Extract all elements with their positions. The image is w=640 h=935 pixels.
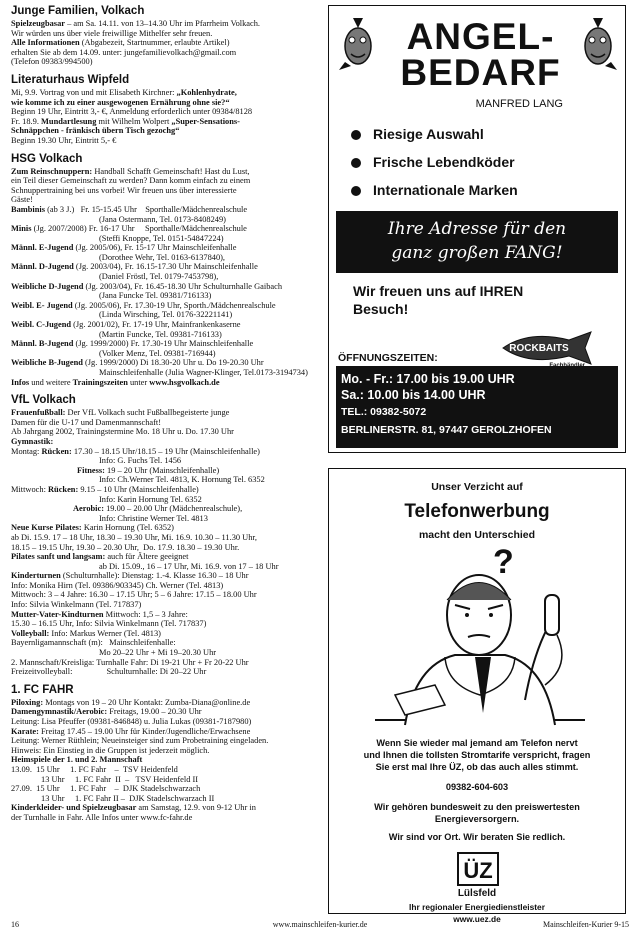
svg-text:ÜZ: ÜZ	[463, 858, 493, 883]
bullet-icon	[351, 186, 361, 196]
opening-hours-box: Mo. - Fr.: 17.00 bis 19.00 UHR Sa.: 10.00 bis 14.00 UHR TEL.: 09382-5072 BERLINERSTR. 81, 97447 GEROLZHOFEN	[336, 366, 618, 448]
text-line: (Jana Funcke Tel. 09381/716133)	[99, 291, 212, 301]
text-line: Leitung: Lisa Pfeuffer (09381-846848) u. Julia Lukas (09381-7187980)	[11, 717, 252, 726]
text-line: (Telefon 09383/994500)	[11, 57, 93, 67]
text-line: Volleyball: Info: Markus Werner (Tel. 4813)	[11, 628, 161, 638]
uez-ad: Unser Verzicht auf Telefonwerbung macht den Unterschied ? Wenn Sie wieder mal jemand am Telefon nervt und Ihnen die tollsten Stromtarife verspricht, fragen Sie erst mal Ihre ÜZ, ob das auch alles stimmt. 09382-604-603 Wir gehören bundesweit zu den preiswertesten Energieversorgern. Wir sind vor Ort. Wir beraten Sie redlich. ÜZ Lülsfeld Ihr regionaler Energiedienstleister www.uez.de	[328, 468, 626, 914]
text-line: Info: G. Fuchs Tel. 1456	[99, 456, 182, 466]
text-line: Beginn 19.30 Uhr, Eintritt 5,- €	[11, 135, 117, 145]
left-column	[11, 4, 311, 829]
text-line: Heimspiele der 1. und 2. Mannschaft	[11, 755, 143, 765]
text-line: Weibl. E- Jugend (Jg. 2005/06), Fr. 17.30-19 Uhr, Sporth./Mädchenrealschule	[11, 300, 276, 310]
section-3	[11, 393, 311, 677]
text-line: Weibl. C-Jugend (Jg. 2001/02), Fr. 17-19 Uhr, Mainfrankenkaserne	[11, 320, 241, 330]
text-line: Piloxing: Montags von 19 – 20 Uhr Kontakt: Zumba-Diana@online.de	[11, 697, 251, 707]
text-line: Aerobic: 19.00 – 20.00 Uhr (Mädchenrealschule),	[73, 504, 243, 514]
text-line: ein Teil dieser Gemeinschaft zu werden? Dann komm einfach zu einem	[11, 176, 251, 186]
text-line: Info: Christine Werner Tel. 4813	[99, 513, 208, 523]
text-line: wie komme ich zu einer ausgewogenen Ernährung ohne sie?“	[11, 97, 230, 107]
text-line: ab Di. 15.09., 16 – 17 Uhr, Mi. 16.9. von 17 – 18 Uhr	[99, 561, 279, 571]
text-line: 13 Uhr 1. FC Fahr II – DJK Stadelschwarzach II	[41, 793, 215, 803]
angelbedarf-ad	[328, 5, 626, 453]
text-line: (Steffi Knoppe, Tel. 0151-54847224)	[99, 233, 224, 243]
text-line: ab Di. 15.9. 17 – 18 Uhr, 18.30 – 19.30 Uhr, Mi. 16.9. 10.30 – 11.30 Uhr,	[11, 532, 257, 542]
text-line: der Turnhalle in Fahr. Alle Infos unter www.fc-fahr.de	[11, 812, 193, 822]
ad-subtitle: MANFRED LANG	[475, 98, 563, 110]
ad-headline: Telefonwerbung	[404, 501, 550, 522]
text-line: Info: Ch.Werner Tel. 4813, K. Hornung Tel. 6352	[99, 475, 265, 485]
text-line: Mo 20–22 Uhr + Mi 19–20.30 Uhr	[99, 648, 217, 658]
text-line: 15.30 – 16.15 Uhr, Info: Silvia Winkelmann (Tel. 717837)	[11, 619, 207, 629]
text-line: (Linda Wirsching, Tel. 0176-32221141)	[99, 310, 233, 320]
text-line: Hinweis: Ein Einstieg in die Gruppen ist jederzeit möglich.	[11, 745, 210, 755]
text-line: Freizeitvolleyball: Schulturnhalle: Di 20–22 Uhr	[11, 667, 207, 677]
text-line: Mainschleifenhalle (Julia Wagner-Klinger, Tel.0173-3194734)	[99, 368, 308, 377]
angry-caller-illustration	[375, 545, 585, 730]
footer-url[interactable]: www.mainschleifen-kurier.de	[272, 920, 368, 929]
svg-text:ROCKBAITS: ROCKBAITS	[509, 343, 569, 354]
issue-label: Mainschleifen-Kurier 9-15	[543, 920, 629, 929]
text-line: (Daniel Fröstl, Tel. 0179-7453798),	[99, 272, 219, 282]
text-line: Info: Silvia Winkelmann (Tel. 717837)	[11, 600, 142, 610]
section-1	[11, 73, 311, 146]
text-line: Fr. 18.9. Mundartlesung mit Wilhelm Wolpert „Super-Sensations-	[11, 116, 240, 126]
text-line: Ab Jahrgang 2002, Trainingstermine Mo. 18 Uhr u. Do. 17.30 Uhr	[11, 427, 234, 437]
text-line: Alle Informationen (Abgabezeit, Startnummer, erlaubte Artikel)	[11, 38, 230, 48]
title-line-2: BEDARF	[400, 52, 561, 93]
uez-logo	[457, 852, 499, 886]
rockbaits-logo	[499, 328, 595, 368]
svg-text:?: ?	[493, 545, 514, 581]
text-line: Gymnastik:	[11, 436, 54, 446]
text-line: Schnäppchen - fränkisch übern Tisch gezochg“	[11, 126, 180, 136]
text-line: (Jana Ostermann, Tel. 0173-8408249)	[99, 214, 226, 224]
text-line: Männl. B-Jugend (Jg. 1999/2000) Fr. 17.30-19 Uhr Mainschleifenhalle	[11, 339, 254, 349]
text-line: Bambinis (ab 3 J.) Fr. 15-15.45 Uhr Sporthalle/Mädchenrealschule	[11, 204, 248, 214]
text-line: Fitness: 19 – 20 Uhr (Mainschleifenhalle)	[77, 465, 220, 475]
text-line: 13.09. 15 Uhr 1. FC Fahr – TSV Heidenfeld	[11, 764, 178, 774]
text-line: Spielzeugbasar – am Sa. 14.11. von 13–14.30 Uhr im Pfarrheim Volkach.	[11, 19, 260, 28]
text-line: erhalten Sie ab dem 14.09. unter: jungefamilievolkach@gmail.com	[11, 47, 237, 57]
text-line: (Martin Funcke, Tel. 09381-716133)	[99, 329, 222, 339]
text-line: Montag: Rücken: 17.30 – 18.15 Uhr/18.15 – 19 Uhr (Mainschleifenhalle)	[11, 446, 260, 456]
feature-item: Riesige Auswahl	[351, 120, 518, 148]
text-line: Mi, 9.9. Vortrag von und mit Elisabeth Kirchner: „Kohlenhydrate,	[11, 87, 237, 97]
text-line: Mutter-Vater-Kindturnen Mittwoch: 1,5 – 3 Jahre:	[11, 609, 188, 619]
text-line: Karate: Freitag 17.45 – 19.00 Uhr für Kinder/Jugendliche/Erwachsene	[11, 726, 251, 736]
text-line: (Dorothee Wehr, Tel. 0163-6137840),	[99, 252, 226, 262]
section-title: HSG Volkach	[11, 152, 83, 165]
ad-website: www.uez.de	[453, 914, 501, 924]
text-line: Männl. D-Jugend (Jg. 2003/04), Fr. 16.15-17.30 Uhr Mainschleifenhalle	[11, 262, 258, 272]
text-line: Weibliche D-Jugend (Jg. 2003/04), Fr. 16.45-18.30 Uhr Schulturnhalle Gaibach	[11, 281, 283, 291]
text-line: Info: Monika Hirn (Tel. 09386/903345) Ch. Werner (Tel. 4813)	[11, 580, 224, 590]
text-line: Bayernligamannschaft (m): Mainschleifenhalle:	[11, 638, 176, 648]
text-line: 27.09. 15 Uhr 1. FC Fahr – DJK Stadelschwarzach	[11, 784, 201, 794]
section-title: Literaturhaus Wipfeld	[11, 73, 130, 86]
text-line: Kinderturnen (Schulturnhalle): Dienstag: 1.-4. Klasse 16.30 – 18 Uhr	[11, 571, 249, 581]
text-line: Frauenfußball: Der VfL Volkach sucht Fußballbegeisterte junge	[11, 408, 230, 418]
text-line: Neue Kurse Pilates: Karin Hornung (Tel. 6352)	[11, 523, 174, 533]
text-line: Männl. E-Jugend (Jg. 2005/06), Fr. 15-17 Uhr Mainschleifenhalle	[11, 243, 237, 253]
text-line: Mittwoch: 3 – 4 Jahre: 16.30 – 17.15 Uhr; 5 – 6 Jahre: 17.15 – 18.00 Uhr	[11, 590, 257, 600]
section-4	[11, 683, 311, 823]
text-line: Damengymnastik/Aerobic: Freitags, 19.00 – 20.30 Uhr	[11, 707, 202, 717]
ad-phone: 09382-604-603	[445, 782, 509, 792]
opening-hours-label: ÖFFNUNGSZEITEN:	[338, 352, 438, 364]
text-line: Mittwoch: Rücken: 9.15 – 10 Uhr (Mainschleifenhalle)	[11, 484, 199, 494]
text-line: Kinderkleider- und Spielzeugbasar am Samstag, 12.9. von 9-12 Uhr in	[11, 803, 256, 813]
feature-item: Frische Lebendköder	[351, 148, 518, 176]
section-title: VfL Volkach	[11, 394, 76, 407]
ad-title	[373, 16, 588, 93]
text-line: Leitung: Werner Rüthlein; Neueinsteiger sind zum Probetraining eingeladen.	[11, 736, 269, 746]
text-line: Infos und weitere Trainingszeiten unter www.hsgvolkach.de	[11, 377, 220, 387]
text-line: Beginn 19 Uhr, Eintritt 3,- €, Anmeldung erforderlich unter 09384/8128	[11, 107, 253, 117]
title-line-1: ANGEL-	[406, 16, 555, 57]
page-number: 16	[11, 920, 19, 929]
text-line: Zum Reinschnuppern: Handball Schafft Gemeinschaft! Hast du Lust,	[11, 166, 250, 176]
text-line: Info: Karin Hornung Tel. 6352	[99, 494, 202, 504]
text-line: 2. Mannschaft/Kreisliga: Turnhalle Fahr: Di 19-21 Uhr + Fr 20-22 Uhr	[11, 657, 249, 667]
welcome-text: Wir freuen uns auf IHREN Besuch!	[353, 283, 524, 317]
feature-item: Internationale Marken	[351, 176, 518, 204]
text-line: Damen für die U-17 und Damenmannschaft!	[11, 417, 162, 427]
text-line: Wir würden uns über viele freiwillige Mithelfer sehr freuen.	[11, 28, 213, 38]
bullet-icon	[351, 158, 361, 168]
text-line: Schnuppertraining bei uns vorbei! Wir freuen uns über interessierte	[11, 185, 237, 195]
ad-message: Wenn Sie wieder mal jemand am Telefon nervt und Ihnen die tollsten Stromtarife verspricht, fragen Sie erst mal Ihre ÜZ, ob das auch alles stimmt.	[363, 738, 591, 772]
text-line: Pilates sanft und langsam: auch für Ältere geeignet	[11, 552, 189, 562]
section-2	[11, 152, 311, 388]
text-line: Gäste!	[11, 195, 33, 205]
text-line: Weibliche B-Jugend (Jg. 1999/2000) Di 18.30-20 Uhr u. Do 19-20.30 Uhr	[11, 358, 264, 368]
feature-list	[351, 120, 518, 204]
section-title: Junge Familien, Volkach	[11, 5, 145, 17]
text-line: Minis (Jg. 2007/2008) Fr. 16-17 Uhr Sporthalle/Mädchenrealschule	[11, 224, 247, 234]
section-title: 1. FC FAHR	[11, 683, 74, 696]
text-line: 13 Uhr 1. FC Fahr II – TSV Heidenfeld II	[41, 774, 199, 784]
section-0	[11, 4, 311, 67]
text-line: 18.15 – 19.15 Uhr, 19.30 – 20.30 Uhr, Do. 17.9. 18.30 – 19.30 Uhr.	[11, 542, 240, 552]
slogan-banner: Ihre Adresse für den ganz großen FANG!	[336, 211, 618, 273]
bullet-icon	[351, 130, 361, 140]
text-line: (Volker Menz, Tel. 09381-716944)	[99, 348, 216, 358]
